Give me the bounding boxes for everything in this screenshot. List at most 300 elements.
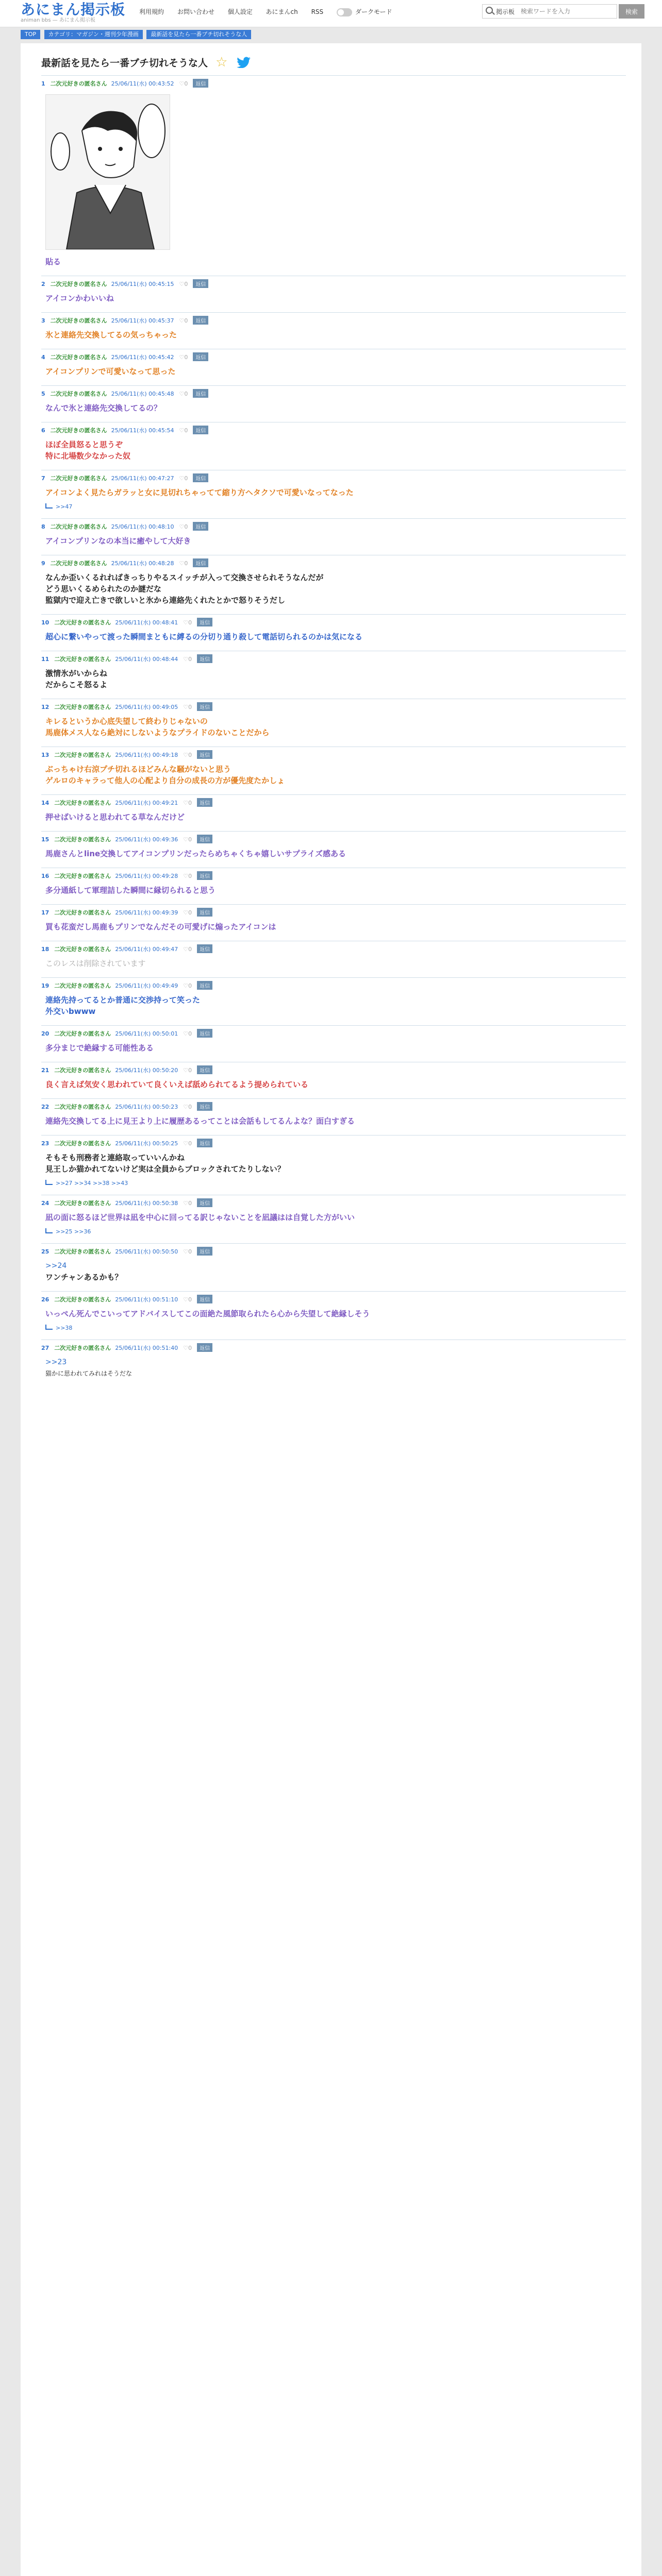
post-body: [41, 919, 626, 941]
nav-settings[interactable]: 個人設定: [227, 8, 253, 15]
heart-icon: ♡: [183, 1200, 189, 1207]
post-number[interactable]: 5: [41, 391, 45, 397]
post-number[interactable]: 1: [41, 80, 45, 87]
post-line: アイコンかわいいね: [45, 294, 114, 303]
like-count-value: 0: [184, 427, 188, 434]
post-author: 二次元好きの匿名さん: [54, 656, 111, 663]
like-count[interactable]: [183, 836, 192, 843]
post: [41, 75, 626, 276]
thread-title: 最新話を見たら一番ブチ切れそうな人: [41, 57, 208, 69]
reply-links[interactable]: [41, 1178, 626, 1195]
post-date: 25/06/11(水) 00:48:28: [111, 560, 174, 567]
post-header: [41, 868, 626, 883]
post-header: [41, 1195, 626, 1210]
breadcrumb-thread[interactable]: 最新話を見たら一番ブチ切れそうな人: [146, 30, 251, 39]
post: [41, 831, 626, 868]
reply-links-text[interactable]: >>38: [56, 1325, 73, 1331]
like-count[interactable]: [183, 1067, 192, 1074]
post-date: 25/06/11(水) 00:50:38: [115, 1200, 178, 1207]
heart-icon: ♡: [179, 391, 185, 397]
post-number[interactable]: 12: [41, 704, 49, 710]
like-count[interactable]: [183, 1140, 192, 1147]
post-author: 二次元好きの匿名さん: [50, 317, 107, 324]
post-number[interactable]: 26: [41, 1296, 49, 1303]
post-date: 25/06/11(水) 00:49:18: [115, 752, 178, 758]
heart-icon: ♡: [183, 656, 189, 663]
post-number[interactable]: 22: [41, 1104, 49, 1110]
post-author: 二次元好きの匿名さん: [54, 909, 111, 916]
post: [41, 699, 626, 747]
post-line: ほぼ全員怒ると思うぞ: [45, 440, 123, 449]
post-line: 貼る: [45, 257, 61, 266]
reply-links-text[interactable]: >>25 >>36: [56, 1228, 91, 1235]
reply-button[interactable]: 返信: [197, 1102, 212, 1111]
reply-button[interactable]: 返信: [197, 1065, 212, 1074]
post-body: [41, 992, 626, 1025]
heart-icon: ♡: [183, 800, 189, 806]
post: [41, 747, 626, 794]
like-count-value: 0: [188, 800, 192, 806]
like-count-value: 0: [188, 1248, 192, 1255]
post-number[interactable]: 23: [41, 1140, 49, 1147]
heart-icon: ♡: [179, 427, 185, 434]
post-line: 連絡先持ってるとか普通に交渉持って笑った: [45, 995, 201, 1005]
post-date: 25/06/11(水) 00:43:52: [111, 80, 174, 87]
post-author: 二次元好きの匿名さん: [54, 1030, 111, 1037]
post: [41, 868, 626, 904]
heart-icon: ♡: [183, 1140, 189, 1147]
post-header: [41, 1062, 626, 1077]
quote-link[interactable]: >>23: [45, 1358, 67, 1366]
post-date: 25/06/11(水) 00:45:15: [111, 281, 174, 287]
heart-icon: ♡: [183, 1104, 189, 1110]
post-header: [41, 1292, 626, 1306]
dark-mode-toggle[interactable]: [337, 8, 404, 15]
like-count-value: 0: [188, 1140, 192, 1147]
post-number[interactable]: 17: [41, 909, 49, 916]
post-body: [41, 1113, 626, 1135]
like-count-value: 0: [188, 1067, 192, 1074]
like-count[interactable]: [183, 1030, 192, 1037]
reply-links[interactable]: [41, 1323, 626, 1340]
post-date: 25/06/11(水) 00:49:47: [115, 946, 178, 953]
post-author: 二次元好きの匿名さん: [54, 1200, 111, 1207]
reply-button[interactable]: 返信: [197, 1198, 212, 1207]
like-count[interactable]: [183, 1345, 192, 1351]
post-header: [41, 795, 626, 809]
post-author: 二次元好きの匿名さん: [50, 475, 107, 482]
like-count[interactable]: [183, 752, 192, 758]
reply-button[interactable]: 返信: [193, 558, 208, 567]
like-count[interactable]: [183, 982, 192, 989]
post-body: [41, 1306, 626, 1323]
post-date: 25/06/11(水) 00:50:20: [115, 1067, 178, 1074]
post-number[interactable]: 13: [41, 752, 49, 758]
post-line: だからこそ怒るよ: [45, 680, 108, 689]
post: [41, 312, 626, 349]
like-count-value: 0: [188, 909, 192, 916]
post-body: [41, 400, 626, 422]
post-number[interactable]: 16: [41, 873, 49, 879]
like-count-value: 0: [188, 1200, 192, 1207]
like-count[interactable]: [179, 427, 188, 434]
post: [41, 794, 626, 831]
reply-button[interactable]: 返信: [197, 871, 212, 880]
like-count[interactable]: [183, 909, 192, 916]
like-count-value: 0: [188, 1345, 192, 1351]
post-date: 25/06/11(水) 00:45:37: [111, 317, 174, 324]
like-count-value: 0: [188, 982, 192, 989]
post-header: [41, 651, 626, 666]
post-author: 二次元好きの匿名さん: [50, 523, 107, 530]
post-line: 猫かに思われてみれはそうだな: [45, 1370, 133, 1377]
post-body: [41, 1150, 626, 1178]
post-header: [41, 1099, 626, 1113]
post-number[interactable]: 21: [41, 1067, 49, 1074]
post-list: [21, 75, 641, 1387]
post-line: 見王しか猫かれてないけど実は全員からブロックされてたりしない？: [45, 1164, 285, 1174]
toggle-switch-icon[interactable]: [337, 8, 352, 16]
post-number[interactable]: 9: [41, 560, 45, 567]
post: [41, 349, 626, 385]
heart-icon: ♡: [179, 281, 185, 287]
like-count[interactable]: [183, 704, 192, 710]
heart-icon: ♡: [183, 946, 189, 953]
search-box: [482, 4, 617, 19]
reply-arrow-icon: [45, 1180, 53, 1185]
search-scope-select[interactable]: 掲示板: [496, 8, 515, 15]
reply-button[interactable]: 返信: [197, 1029, 212, 1038]
favorite-star-icon[interactable]: ☆: [216, 55, 228, 70]
post-header: [41, 941, 626, 956]
post: [41, 1135, 626, 1195]
post-line: アイコンよく見たらガラッと女に見切れちゃってて縮り方ヘタクソで可愛いなってなった: [45, 488, 354, 497]
nav-terms[interactable]: 利用規約: [139, 8, 164, 15]
like-count[interactable]: [179, 523, 188, 530]
post: [41, 941, 626, 977]
reply-button[interactable]: 返信: [193, 522, 208, 531]
breadcrumb-top[interactable]: TOP: [21, 30, 40, 39]
post: [41, 470, 626, 518]
post-date: 25/06/11(水) 00:49:39: [115, 909, 178, 916]
heart-icon: ♡: [183, 704, 189, 710]
reply-button[interactable]: 返信: [197, 1295, 212, 1303]
reply-button[interactable]: 返信: [193, 79, 208, 88]
like-count-value: 0: [188, 1104, 192, 1110]
like-count[interactable]: [183, 800, 192, 806]
nav-animanch[interactable]: あにまんch: [266, 8, 298, 15]
heart-icon: ♡: [183, 982, 189, 989]
post: [41, 1340, 626, 1387]
post-number[interactable]: 7: [41, 475, 45, 482]
post-body: [41, 761, 626, 794]
post: [41, 1195, 626, 1243]
like-count[interactable]: [183, 656, 192, 663]
reply-button[interactable]: 返信: [193, 473, 208, 482]
post-header: [41, 422, 626, 437]
quote-link[interactable]: >>24: [45, 1262, 67, 1270]
post-author: 二次元好きの匿名さん: [50, 427, 107, 434]
post-author: 二次元好きの匿名さん: [54, 946, 111, 953]
post-number[interactable]: 3: [41, 317, 45, 324]
reply-button[interactable]: 返信: [197, 835, 212, 843]
post-author: 二次元好きの匿名さん: [54, 1345, 111, 1351]
search-icon: [486, 7, 493, 14]
reply-links-text[interactable]: >>27 >>34 >>38 >>43: [56, 1180, 128, 1187]
post-header: [41, 978, 626, 992]
like-count-value: 0: [188, 1030, 192, 1037]
heart-icon: ♡: [179, 80, 185, 87]
breadcrumb-category[interactable]: カテゴリ：マガジン・週刊少年漫画: [44, 30, 143, 39]
thread-main: [21, 43, 641, 2576]
logo-subtext: animan bbs — あにまん掲示板: [21, 18, 95, 23]
search-input[interactable]: [520, 5, 615, 18]
post-body: [41, 1258, 626, 1291]
post-number[interactable]: 24: [41, 1200, 49, 1207]
logo-text[interactable]: あにまん掲示板: [21, 1, 126, 18]
reply-button[interactable]: 返信: [197, 908, 212, 917]
post-date: 25/06/11(水) 00:45:48: [111, 391, 174, 397]
heart-icon: ♡: [183, 1067, 189, 1074]
post-body: [41, 1210, 626, 1226]
post: [41, 651, 626, 699]
post-body: [41, 629, 626, 651]
post-line: 馬鹿体メス人なら絶対にしないようなプライドのないことだから: [45, 728, 270, 737]
post-number[interactable]: 6: [41, 427, 45, 434]
post-line: ぶっちゃけ右涼プチ切れるほどみんな騒がないと思う: [45, 765, 231, 774]
post-author: 二次元好きの匿名さん: [50, 354, 107, 361]
like-count[interactable]: [183, 1248, 192, 1255]
post-number[interactable]: 8: [41, 523, 45, 530]
post-line: キレるというか心底失望して終わりじゃないの: [45, 717, 208, 726]
search-button[interactable]: 検索: [619, 4, 644, 19]
post-line: 馬鹿さんとline交換してアイコンプリンだったらめちゃくちゃ嬉しいサプライズ感ある: [45, 849, 346, 858]
post: [41, 1062, 626, 1098]
reply-button[interactable]: 返信: [193, 316, 208, 325]
post-header: [41, 905, 626, 919]
post-body: [41, 883, 626, 904]
post-author: 二次元好きの匿名さん: [54, 836, 111, 843]
reply-button[interactable]: 返信: [197, 944, 212, 953]
post-header: [41, 832, 626, 846]
post-author: 二次元好きの匿名さん: [50, 80, 107, 87]
manga-panel-image[interactable]: [45, 94, 170, 250]
post-number[interactable]: 19: [41, 982, 49, 989]
manga-illustration: [46, 95, 170, 249]
post-line: 凪の面に怒るほど世界は凪を中心に回ってる訳じゃないことを凪議はは自覚した方がいい: [45, 1213, 355, 1222]
post-body: [41, 956, 626, 977]
reply-button[interactable]: 返信: [197, 1139, 212, 1147]
nav-rss[interactable]: RSS: [311, 8, 324, 15]
top-nav: [139, 7, 415, 16]
heart-icon: ♡: [183, 1248, 189, 1255]
post-line: 押せばいけると思われてる草なんだけど: [45, 812, 185, 822]
like-count[interactable]: [179, 317, 188, 324]
post-body: [41, 1040, 626, 1062]
post-line: アイコンプリンなの本当に癒やして大好き: [45, 536, 191, 546]
reply-button[interactable]: 返信: [197, 702, 212, 711]
post-date: 25/06/11(水) 00:51:40: [115, 1345, 178, 1351]
post-author: 二次元好きの匿名さん: [54, 1067, 111, 1074]
heart-icon: ♡: [179, 560, 185, 567]
post-number[interactable]: 4: [41, 354, 45, 361]
post: [41, 555, 626, 614]
post-number[interactable]: 11: [41, 656, 49, 663]
post-header: [41, 276, 626, 291]
heart-icon: ♡: [183, 836, 189, 843]
post-author: 二次元好きの匿名さん: [54, 1296, 111, 1303]
post-body: [41, 846, 626, 868]
post-date: 25/06/11(水) 00:51:10: [115, 1296, 178, 1303]
post-number[interactable]: 2: [41, 281, 45, 287]
post-line: ワンチャンあるかも？: [45, 1273, 123, 1282]
post-author: 二次元好きの匿名さん: [50, 560, 107, 567]
like-count[interactable]: [179, 391, 188, 397]
post-number[interactable]: 10: [41, 619, 49, 626]
heart-icon: ♡: [179, 354, 185, 361]
post-date: 25/06/11(水) 00:49:28: [115, 873, 178, 879]
reply-button[interactable]: 返信: [193, 426, 208, 434]
post-line: 特に北場数少なかった奴: [45, 451, 131, 461]
post-author: 二次元好きの匿名さん: [50, 281, 107, 287]
reply-button[interactable]: 返信: [197, 798, 212, 807]
like-count[interactable]: [183, 946, 192, 953]
post-date: 25/06/11(水) 00:48:44: [115, 656, 178, 663]
post-number[interactable]: 27: [41, 1345, 49, 1351]
post-number[interactable]: 14: [41, 800, 49, 806]
heart-icon: ♡: [183, 909, 189, 916]
post-line: 氷と連絡先交換してるの気っちゃった: [45, 330, 177, 340]
post-body: [41, 533, 626, 555]
post-header: [41, 349, 626, 364]
post-body: [41, 291, 626, 312]
post-author: 二次元好きの匿名さん: [54, 982, 111, 989]
reply-arrow-icon: [45, 1228, 53, 1233]
post: [41, 385, 626, 422]
like-count-value: 0: [188, 836, 192, 843]
post-date: 25/06/11(水) 00:48:41: [115, 619, 178, 626]
post-line: 買も花蛮だし馬鹿もプリンでなんだその可愛げに煽ったアイコンは: [45, 922, 276, 931]
breadcrumb: [21, 30, 253, 40]
like-count-value: 0: [184, 391, 188, 397]
post-author: 二次元好きの匿名さん: [54, 873, 111, 879]
post-author: 二次元好きの匿名さん: [54, 619, 111, 626]
post-author: 二次元好きの匿名さん: [54, 1248, 111, 1255]
post-line: アイコンプリンで可愛いなって思った: [45, 367, 176, 376]
post-date: 25/06/11(水) 00:45:54: [111, 427, 174, 434]
post-number[interactable]: 18: [41, 946, 49, 953]
like-count[interactable]: [179, 354, 188, 361]
post-author: 二次元好きの匿名さん: [54, 1104, 111, 1110]
like-count-value: 0: [188, 656, 192, 663]
post-line: 外交いbwww: [45, 1007, 96, 1016]
post-header: [41, 76, 626, 90]
like-count-value: 0: [184, 354, 188, 361]
nav-contact[interactable]: お問い合わせ: [177, 8, 214, 15]
post-body: [41, 570, 626, 614]
reply-links-text[interactable]: >>47: [56, 503, 73, 510]
post: [41, 1098, 626, 1135]
reply-button[interactable]: 返信: [197, 750, 212, 759]
post-author: 二次元好きの匿名さん: [54, 704, 111, 710]
post-header: [41, 519, 626, 533]
like-count[interactable]: [179, 80, 188, 87]
like-count-value: 0: [188, 1296, 192, 1303]
post-body: [41, 254, 626, 276]
reply-button[interactable]: 返信: [193, 352, 208, 361]
like-count[interactable]: [183, 1296, 192, 1303]
post-line: 良く言えば気安く思われていて良くいえば舐められてるよう提められている: [45, 1080, 309, 1089]
like-count[interactable]: [183, 619, 192, 626]
reply-button[interactable]: 返信: [197, 1343, 212, 1352]
post-line: このレスは削除されています: [45, 959, 146, 968]
reply-button[interactable]: 返信: [193, 389, 208, 398]
post-date: 25/06/11(水) 00:47:27: [111, 475, 174, 482]
like-count[interactable]: [179, 560, 188, 567]
post-header: [41, 1136, 626, 1150]
heart-icon: ♡: [183, 619, 189, 626]
site-logo[interactable]: [21, 2, 125, 24]
like-count-value: 0: [184, 317, 188, 324]
like-count-value: 0: [188, 704, 192, 710]
post-date: 25/06/11(水) 00:49:05: [115, 704, 178, 710]
post-header: [41, 1026, 626, 1040]
post-line: 多分まじで絶縁する可能性ある: [45, 1043, 154, 1053]
reply-links[interactable]: [41, 501, 626, 518]
heart-icon: ♡: [183, 1296, 189, 1303]
heart-icon: ♡: [179, 475, 185, 482]
post-date: 25/06/11(水) 00:50:01: [115, 1030, 178, 1037]
post-number[interactable]: 15: [41, 836, 49, 843]
post-line: なんか歪いくるれればきっちりやるスイッチが入って交換させられそうなんだが: [45, 573, 324, 582]
reply-arrow-icon: [45, 503, 53, 509]
heart-icon: ♡: [183, 873, 189, 879]
like-count[interactable]: [183, 873, 192, 879]
reply-button[interactable]: 返信: [197, 981, 212, 990]
reply-arrow-icon: [45, 1325, 53, 1330]
reply-button[interactable]: 返信: [193, 279, 208, 288]
post-header: [41, 615, 626, 629]
post: [41, 276, 626, 312]
reply-button[interactable]: 返信: [197, 1247, 212, 1256]
post-author: 二次元好きの匿名さん: [54, 752, 111, 758]
reply-button[interactable]: 返信: [197, 618, 212, 626]
post-line: なんで氷と連絡先交換してるの？: [45, 403, 162, 413]
post-line: いっぺん死んでこいってアドバイスしてこの面絶た風節取られたら心から失望して絶縁しそう: [45, 1309, 370, 1318]
post-header: [41, 555, 626, 570]
like-count[interactable]: [183, 1200, 192, 1207]
post: [41, 518, 626, 555]
like-count[interactable]: [179, 281, 188, 287]
post-number[interactable]: 25: [41, 1248, 49, 1255]
post-header: [41, 747, 626, 761]
post-author: 二次元好きの匿名さん: [54, 800, 111, 806]
post-line: 連絡先交換してる上に見王より上に履歴あるってことは会話もしてるんよな？面白すぎる: [45, 1116, 355, 1126]
post-number[interactable]: 20: [41, 1030, 49, 1037]
post-author: 二次元好きの匿名さん: [54, 1140, 111, 1147]
post-header: [41, 313, 626, 327]
like-count[interactable]: [179, 475, 188, 482]
post-body: [41, 809, 626, 831]
like-count[interactable]: [183, 1104, 192, 1110]
reply-button[interactable]: 返信: [197, 654, 212, 663]
post-date: 25/06/11(水) 00:49:36: [115, 836, 178, 843]
reply-links[interactable]: [41, 1226, 626, 1243]
post-body: [41, 327, 626, 349]
twitter-share-icon[interactable]: [236, 57, 251, 68]
post-header: [41, 699, 626, 714]
post-body: [41, 485, 626, 501]
